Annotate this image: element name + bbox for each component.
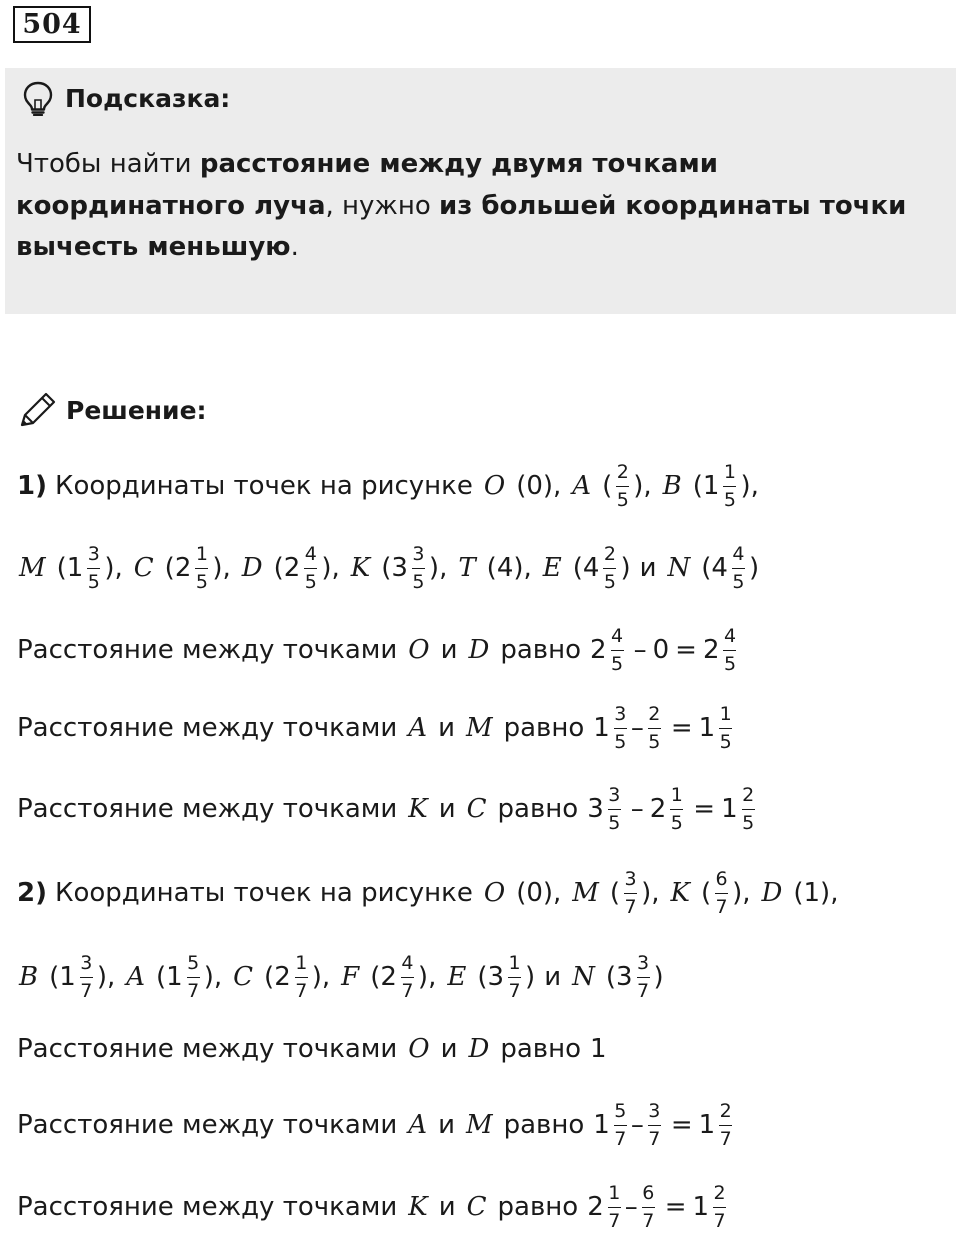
fraction: [719, 1100, 732, 1151]
numerator: 4: [304, 542, 317, 565]
numerator: 6: [715, 867, 728, 890]
coord-text: (0),: [516, 878, 562, 908]
numerator: 1: [719, 702, 732, 725]
var-O: O: [483, 471, 506, 501]
var-A: A: [126, 962, 146, 992]
comma: ,: [742, 878, 751, 908]
minus: –: [633, 635, 647, 665]
numerator: 1: [670, 783, 683, 806]
var-D: D: [761, 878, 783, 908]
whole: 1: [692, 1192, 710, 1222]
paren: (: [156, 962, 167, 992]
hint-title: [21, 82, 230, 114]
denominator: 7: [713, 1209, 726, 1232]
coord-text: (4),: [486, 553, 532, 583]
denominator: 7: [648, 1127, 661, 1150]
whole: 2: [649, 794, 667, 824]
whole: 1: [166, 962, 183, 992]
hint-text-part: , нужно: [325, 190, 440, 221]
distance-KC-1: [17, 784, 759, 834]
fraction: [508, 952, 521, 1003]
and-word: и: [438, 1192, 456, 1222]
equals: =: [670, 713, 693, 743]
paren: ): [96, 962, 107, 992]
comma: ,: [321, 962, 331, 992]
distance-AM-1: [17, 703, 736, 753]
comma: ,: [222, 553, 231, 583]
denominator: 7: [608, 1209, 621, 1232]
and-word: и: [440, 635, 458, 665]
fraction: [603, 543, 616, 594]
paren: ): [525, 962, 536, 992]
equals-word: равно: [497, 1192, 579, 1222]
fraction: [616, 461, 629, 512]
whole: 1: [702, 471, 720, 501]
denominator: 5: [608, 811, 621, 834]
numerator: 1: [295, 951, 308, 974]
denominator: 5: [732, 570, 745, 593]
denominator: 5: [603, 570, 616, 593]
numerator: 3: [614, 702, 627, 725]
denominator: 5: [412, 570, 425, 593]
numerator: 2: [616, 460, 629, 483]
distance-OD-2: [17, 1024, 607, 1074]
numerator: 5: [187, 951, 200, 974]
paren: (: [701, 553, 712, 583]
whole: 3: [587, 794, 604, 824]
distance-OD-1: [17, 625, 740, 675]
var-C: C: [233, 962, 254, 992]
denominator: 7: [614, 1127, 627, 1150]
var-O: O: [483, 878, 506, 908]
part1-coords-line2: [17, 543, 759, 593]
numerator: 4: [732, 542, 745, 565]
fraction: [723, 625, 736, 676]
solution-title: [18, 392, 207, 428]
var-A: A: [408, 1110, 428, 1140]
numerator: 3: [412, 542, 425, 565]
comma: ,: [750, 471, 759, 501]
denominator: 5: [723, 652, 737, 675]
fraction: [614, 1100, 627, 1151]
denominator: 7: [624, 895, 637, 918]
denominator: 5: [723, 488, 737, 511]
var-N: N: [667, 553, 691, 583]
paren: (: [370, 962, 381, 992]
equals: =: [670, 1110, 693, 1140]
numerator: 5: [614, 1099, 627, 1122]
numerator: 4: [723, 624, 737, 647]
paren: ): [212, 553, 223, 583]
paren: ): [653, 962, 664, 992]
whole: 2: [274, 962, 291, 992]
comma: ,: [428, 962, 437, 992]
var-K: K: [408, 794, 428, 824]
lightbulb-icon: [21, 80, 55, 116]
fraction: [295, 952, 308, 1003]
numerator: 4: [401, 951, 414, 974]
hint-text-part: Чтобы найти: [16, 149, 200, 179]
part1-coords-line1: [17, 461, 759, 511]
whole: 1: [721, 794, 738, 824]
fraction: [195, 543, 208, 594]
var-O: O: [408, 1034, 430, 1064]
and-word: и: [438, 794, 456, 824]
numerator: 1: [608, 1181, 621, 1204]
fraction: [611, 625, 624, 676]
distance-KC-2: [17, 1182, 730, 1232]
numerator: 1: [508, 951, 521, 974]
paren: ): [203, 962, 214, 992]
minus: –: [630, 794, 644, 824]
whole: 1: [698, 1110, 716, 1140]
paren: ): [633, 471, 644, 501]
var-O: O: [408, 635, 430, 665]
and-word: и: [544, 962, 562, 992]
paren: (: [164, 553, 175, 583]
minus: –: [630, 713, 644, 743]
and-word: и: [438, 1110, 455, 1140]
equals-word: равно: [500, 635, 582, 665]
fraction: [614, 703, 627, 754]
fraction: [670, 784, 683, 835]
denominator: 7: [187, 979, 200, 1002]
numerator: 3: [637, 951, 650, 974]
var-K: K: [670, 878, 690, 908]
denominator: 7: [637, 979, 650, 1002]
fraction: [637, 952, 650, 1003]
paren: ): [641, 878, 652, 908]
denominator: 7: [295, 979, 308, 1002]
denominator: 7: [508, 979, 521, 1002]
paren: (: [381, 553, 392, 583]
comma: ,: [106, 962, 116, 992]
paren: ): [428, 553, 440, 583]
numerator: 3: [87, 542, 100, 565]
numerator: 3: [608, 783, 621, 806]
denominator: 7: [719, 1127, 732, 1150]
paren: (: [49, 962, 60, 992]
number: 1: [590, 1034, 607, 1064]
whole: 3: [391, 553, 408, 583]
whole: 2: [174, 553, 192, 583]
numerator: 1: [723, 460, 737, 483]
whole: 2: [587, 1192, 604, 1222]
var-A: A: [408, 713, 428, 743]
var-T: T: [458, 553, 476, 583]
fraction: [723, 461, 736, 512]
paren: (: [264, 962, 275, 992]
numerator: 2: [603, 542, 616, 565]
numerator: 2: [713, 1181, 726, 1204]
coord-text: (0),: [516, 471, 562, 501]
var-K: K: [408, 1192, 428, 1222]
whole: 1: [66, 553, 84, 583]
paren: (: [477, 962, 488, 992]
and-word: и: [438, 713, 455, 743]
paren: (: [605, 962, 616, 992]
intro-text: Координаты точек на рисунке: [54, 878, 473, 908]
paren: ): [732, 878, 743, 908]
whole: 2: [702, 635, 720, 665]
minus: –: [624, 1192, 638, 1222]
coord-text: (1),: [793, 878, 839, 908]
whole: 2: [283, 553, 301, 583]
paren: (: [273, 553, 284, 583]
numerator: 3: [624, 867, 637, 890]
var-M: M: [465, 713, 493, 743]
var-A: A: [572, 471, 592, 501]
var-B: B: [19, 962, 39, 992]
fraction: [648, 1100, 661, 1151]
fraction: [608, 1182, 621, 1233]
part-number: 1): [17, 471, 47, 501]
paren: ): [748, 553, 760, 583]
hint-box: [5, 68, 956, 314]
equals-word: равно: [503, 1110, 585, 1140]
numerator: 3: [648, 1099, 661, 1122]
var-D: D: [468, 635, 490, 665]
denominator: 7: [80, 979, 93, 1002]
hint-title-text: Подсказка:: [65, 83, 231, 113]
fraction: [401, 952, 414, 1003]
var-C: C: [466, 1192, 487, 1222]
denominator: 5: [742, 811, 755, 834]
dist-text: Расстояние между точками: [17, 1034, 398, 1064]
dist-text: Расстояние между точками: [17, 635, 398, 665]
equals: =: [693, 794, 716, 824]
paren: ): [321, 553, 332, 583]
paren: (: [609, 878, 621, 908]
denominator: 5: [304, 570, 317, 593]
distance-AM-2: [17, 1100, 736, 1150]
denominator: 7: [642, 1209, 655, 1232]
numerator: 4: [611, 624, 624, 647]
solution-title-text: Решение:: [66, 395, 207, 425]
fraction: [624, 868, 637, 919]
hint-bold-part: расстояние между двумя точками координатного луча: [16, 149, 718, 221]
paren: (: [602, 471, 613, 501]
numerator: 6: [642, 1181, 655, 1204]
equals-word: равно: [503, 713, 585, 743]
task-number: 504: [13, 6, 91, 43]
var-K: K: [350, 553, 371, 583]
whole: 2: [380, 962, 397, 992]
part2-coords-line2: [17, 952, 664, 1002]
denominator: 5: [87, 570, 100, 593]
fraction: [187, 952, 200, 1003]
fraction: [642, 1182, 655, 1233]
whole: 2: [590, 635, 607, 665]
whole: 1: [59, 962, 76, 992]
comma: ,: [439, 553, 448, 583]
whole: 1: [593, 1110, 610, 1140]
var-D: D: [468, 1034, 490, 1064]
fraction: [648, 703, 661, 754]
part-number: 2): [17, 878, 47, 908]
whole: 1: [698, 713, 716, 743]
whole: 3: [616, 962, 633, 992]
fraction: [713, 1182, 726, 1233]
and-word: и: [639, 553, 657, 583]
paren: ): [417, 962, 429, 992]
var-E: E: [542, 553, 562, 583]
part2-coords-line1: [17, 868, 838, 918]
intro-text: Координаты точек на рисунке: [54, 471, 473, 501]
paren: (: [56, 553, 67, 583]
fraction: [732, 543, 745, 594]
fraction: [80, 952, 93, 1003]
comma: ,: [331, 553, 340, 583]
comma: ,: [643, 471, 652, 501]
fraction: [412, 543, 425, 594]
var-D: D: [241, 553, 263, 583]
hint-text-part: .: [290, 232, 299, 262]
equals: =: [675, 635, 697, 665]
numerator: 1: [195, 542, 208, 565]
pencil-icon: [18, 391, 58, 429]
equals: =: [664, 1192, 687, 1222]
comma: ,: [213, 962, 223, 992]
fraction: [742, 784, 755, 835]
var-M: M: [572, 878, 599, 908]
numerator: 2: [719, 1099, 732, 1122]
denominator: 5: [614, 730, 627, 753]
denominator: 7: [401, 979, 414, 1002]
paren: ): [620, 553, 631, 583]
minus: –: [630, 1110, 644, 1140]
paren: ): [104, 553, 115, 583]
denominator: 5: [616, 488, 629, 511]
denominator: 5: [719, 730, 732, 753]
dist-text: Расстояние между точками: [17, 1192, 398, 1222]
fraction: [719, 703, 732, 754]
whole: 4: [711, 553, 728, 583]
fraction: [304, 543, 317, 594]
hint-bold-part: из большей координаты точки вычесть меньшую: [16, 190, 907, 262]
var-C: C: [466, 794, 487, 824]
denominator: 7: [715, 895, 728, 918]
dist-text: Расстояние между точками: [17, 794, 398, 824]
numerator: 2: [742, 783, 755, 806]
denominator: 5: [648, 730, 661, 753]
var-F: F: [341, 962, 360, 992]
fraction: [715, 868, 728, 919]
comma: ,: [114, 553, 123, 583]
var-C: C: [133, 553, 154, 583]
whole: 1: [593, 713, 610, 743]
dist-text: Расстояние между точками: [17, 713, 398, 743]
denominator: 5: [195, 570, 208, 593]
dist-text: Расстояние между точками: [17, 1110, 398, 1140]
number: 0: [652, 635, 670, 665]
and-word: и: [440, 1034, 458, 1064]
comma: ,: [651, 878, 660, 908]
denominator: 5: [611, 652, 624, 675]
hint-text: [16, 144, 946, 269]
fraction: [87, 543, 100, 594]
var-M: M: [19, 553, 46, 583]
paren: (: [692, 471, 703, 501]
paren: ): [740, 471, 751, 501]
denominator: 5: [670, 811, 683, 834]
equals-word: равно: [497, 794, 579, 824]
paren: ): [311, 962, 322, 992]
var-E: E: [447, 962, 467, 992]
whole: 4: [582, 553, 600, 583]
equals-word: равно: [500, 1034, 582, 1064]
var-M: M: [465, 1110, 493, 1140]
paren: (: [572, 553, 583, 583]
numerator: 3: [80, 951, 93, 974]
var-N: N: [572, 962, 595, 992]
fraction: [608, 784, 621, 835]
whole: 3: [487, 962, 505, 992]
numerator: 2: [648, 702, 661, 725]
var-B: B: [662, 471, 682, 501]
paren: (: [700, 878, 712, 908]
